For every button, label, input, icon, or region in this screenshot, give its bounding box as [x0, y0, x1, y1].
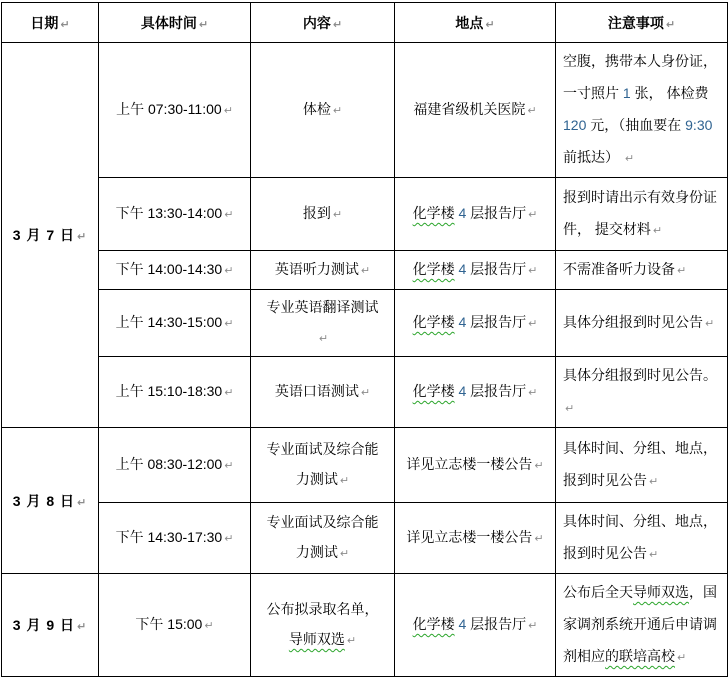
- paragraph-mark: ↵: [198, 18, 209, 31]
- content-cell: 专业面试及综合能力测试 ↵: [251, 428, 395, 503]
- date-label: 3 月 7 日: [12, 227, 76, 243]
- paragraph-mark: ↵: [485, 18, 495, 31]
- content-cell: 专业英语翻译测试↵: [251, 290, 395, 357]
- notes-cell: 具体时间、分组、地点，报到时见公告 ↵: [556, 428, 728, 503]
- location-cell: 福建省级机关医院 ↵: [395, 43, 556, 178]
- table-row: [2, 503, 728, 574]
- date-cell-mar-9: [2, 574, 99, 677]
- table-row: [2, 178, 728, 251]
- notes-cell: 具体分组报到时见公告 ↵: [556, 290, 728, 357]
- paragraph-mark: ↵: [60, 18, 70, 31]
- paragraph-mark: ↵: [665, 18, 676, 31]
- notes-cell: 空腹，携带本人身份证，一寸照片 1 张， 体检费 120 元，（抽血要在 9:30 前抵达） ↵: [556, 43, 728, 178]
- table-row: [2, 251, 728, 290]
- table-row: [2, 428, 728, 503]
- time-cell: 下午 15:00 ↵: [99, 574, 251, 677]
- paragraph-mark: ↵: [332, 18, 343, 31]
- header-row: [2, 3, 728, 43]
- content-cell: 英语口语测试 ↵: [251, 357, 395, 428]
- location-cell: 详见立志楼一楼公告 ↵: [395, 428, 556, 503]
- time-cell: 下午 14:00-14:30 ↵: [99, 251, 251, 290]
- location-cell: 化学楼 4 层报告厅 ↵: [395, 574, 556, 677]
- location-cell: 化学楼 4 层报告厅 ↵: [395, 251, 556, 290]
- header-cell-content: [251, 3, 395, 43]
- content-cell: 报到 ↵: [251, 178, 395, 251]
- location-cell: 化学楼 4 层报告厅 ↵: [395, 357, 556, 428]
- notes-cell: 具体分组报到时见公告。↵: [556, 357, 728, 428]
- location-cell: 详见立志楼一楼公告 ↵: [395, 503, 556, 574]
- location-cell: 化学楼 4 层报告厅 ↵: [395, 178, 556, 251]
- content-cell: 英语听力测试 ↵: [251, 251, 395, 290]
- header-cell-date: [2, 3, 99, 43]
- notes-cell: 报到时请出示有效身份证件， 提交材料 ↵: [556, 178, 728, 251]
- time-cell: 上午 14:30-15:00 ↵: [99, 290, 251, 357]
- table-row: [2, 43, 728, 178]
- notes-cell: 公布后全天导师双选，国家调剂系统开通后申请调剂相应的联培高校 ↵: [556, 574, 728, 677]
- header-label-notes: 注意事项: [607, 14, 664, 31]
- paragraph-mark: ↵: [77, 621, 88, 633]
- header-label-time: 具体时间: [140, 14, 197, 31]
- header-label-content: 内容: [302, 14, 331, 31]
- table-row: [2, 574, 728, 677]
- time-cell: 下午 14:30-17:30 ↵: [99, 503, 251, 574]
- time-cell: 下午 13:30-14:00 ↵: [99, 178, 251, 251]
- header-cell-notes: [556, 3, 728, 43]
- schedule-table: [1, 2, 728, 677]
- date-label: 3 月 8 日: [12, 492, 76, 509]
- header-cell-location: [395, 3, 556, 43]
- notes-cell: 不需准备听力设备 ↵: [556, 251, 728, 290]
- time-cell: 上午 08:30-12:00 ↵: [99, 428, 251, 503]
- header-cell-time: [99, 3, 251, 43]
- date-cell-mar-8: [2, 428, 99, 574]
- paragraph-mark: ↵: [77, 496, 88, 509]
- table-row: [2, 290, 728, 357]
- notes-cell: 具体时间、分组、地点，报到时见公告 ↵: [556, 503, 728, 574]
- time-cell: 上午 15:10-18:30 ↵: [99, 357, 251, 428]
- content-cell: 体检 ↵: [251, 43, 395, 178]
- location-cell: 化学楼 4 层报告厅 ↵: [395, 290, 556, 357]
- header-label-date: 日期: [30, 14, 59, 31]
- date-label: 3 月 9 日: [12, 617, 76, 633]
- content-cell: 专业面试及综合能力测试 ↵: [251, 503, 395, 574]
- date-cell-mar-7: [2, 43, 99, 428]
- paragraph-mark: ↵: [77, 231, 88, 243]
- content-cell: 公布拟录取名单，导师双选 ↵: [251, 574, 395, 677]
- header-label-location: 地点: [455, 14, 484, 31]
- time-cell: 上午 07:30-11:00 ↵: [99, 43, 251, 178]
- table-row: [2, 357, 728, 428]
